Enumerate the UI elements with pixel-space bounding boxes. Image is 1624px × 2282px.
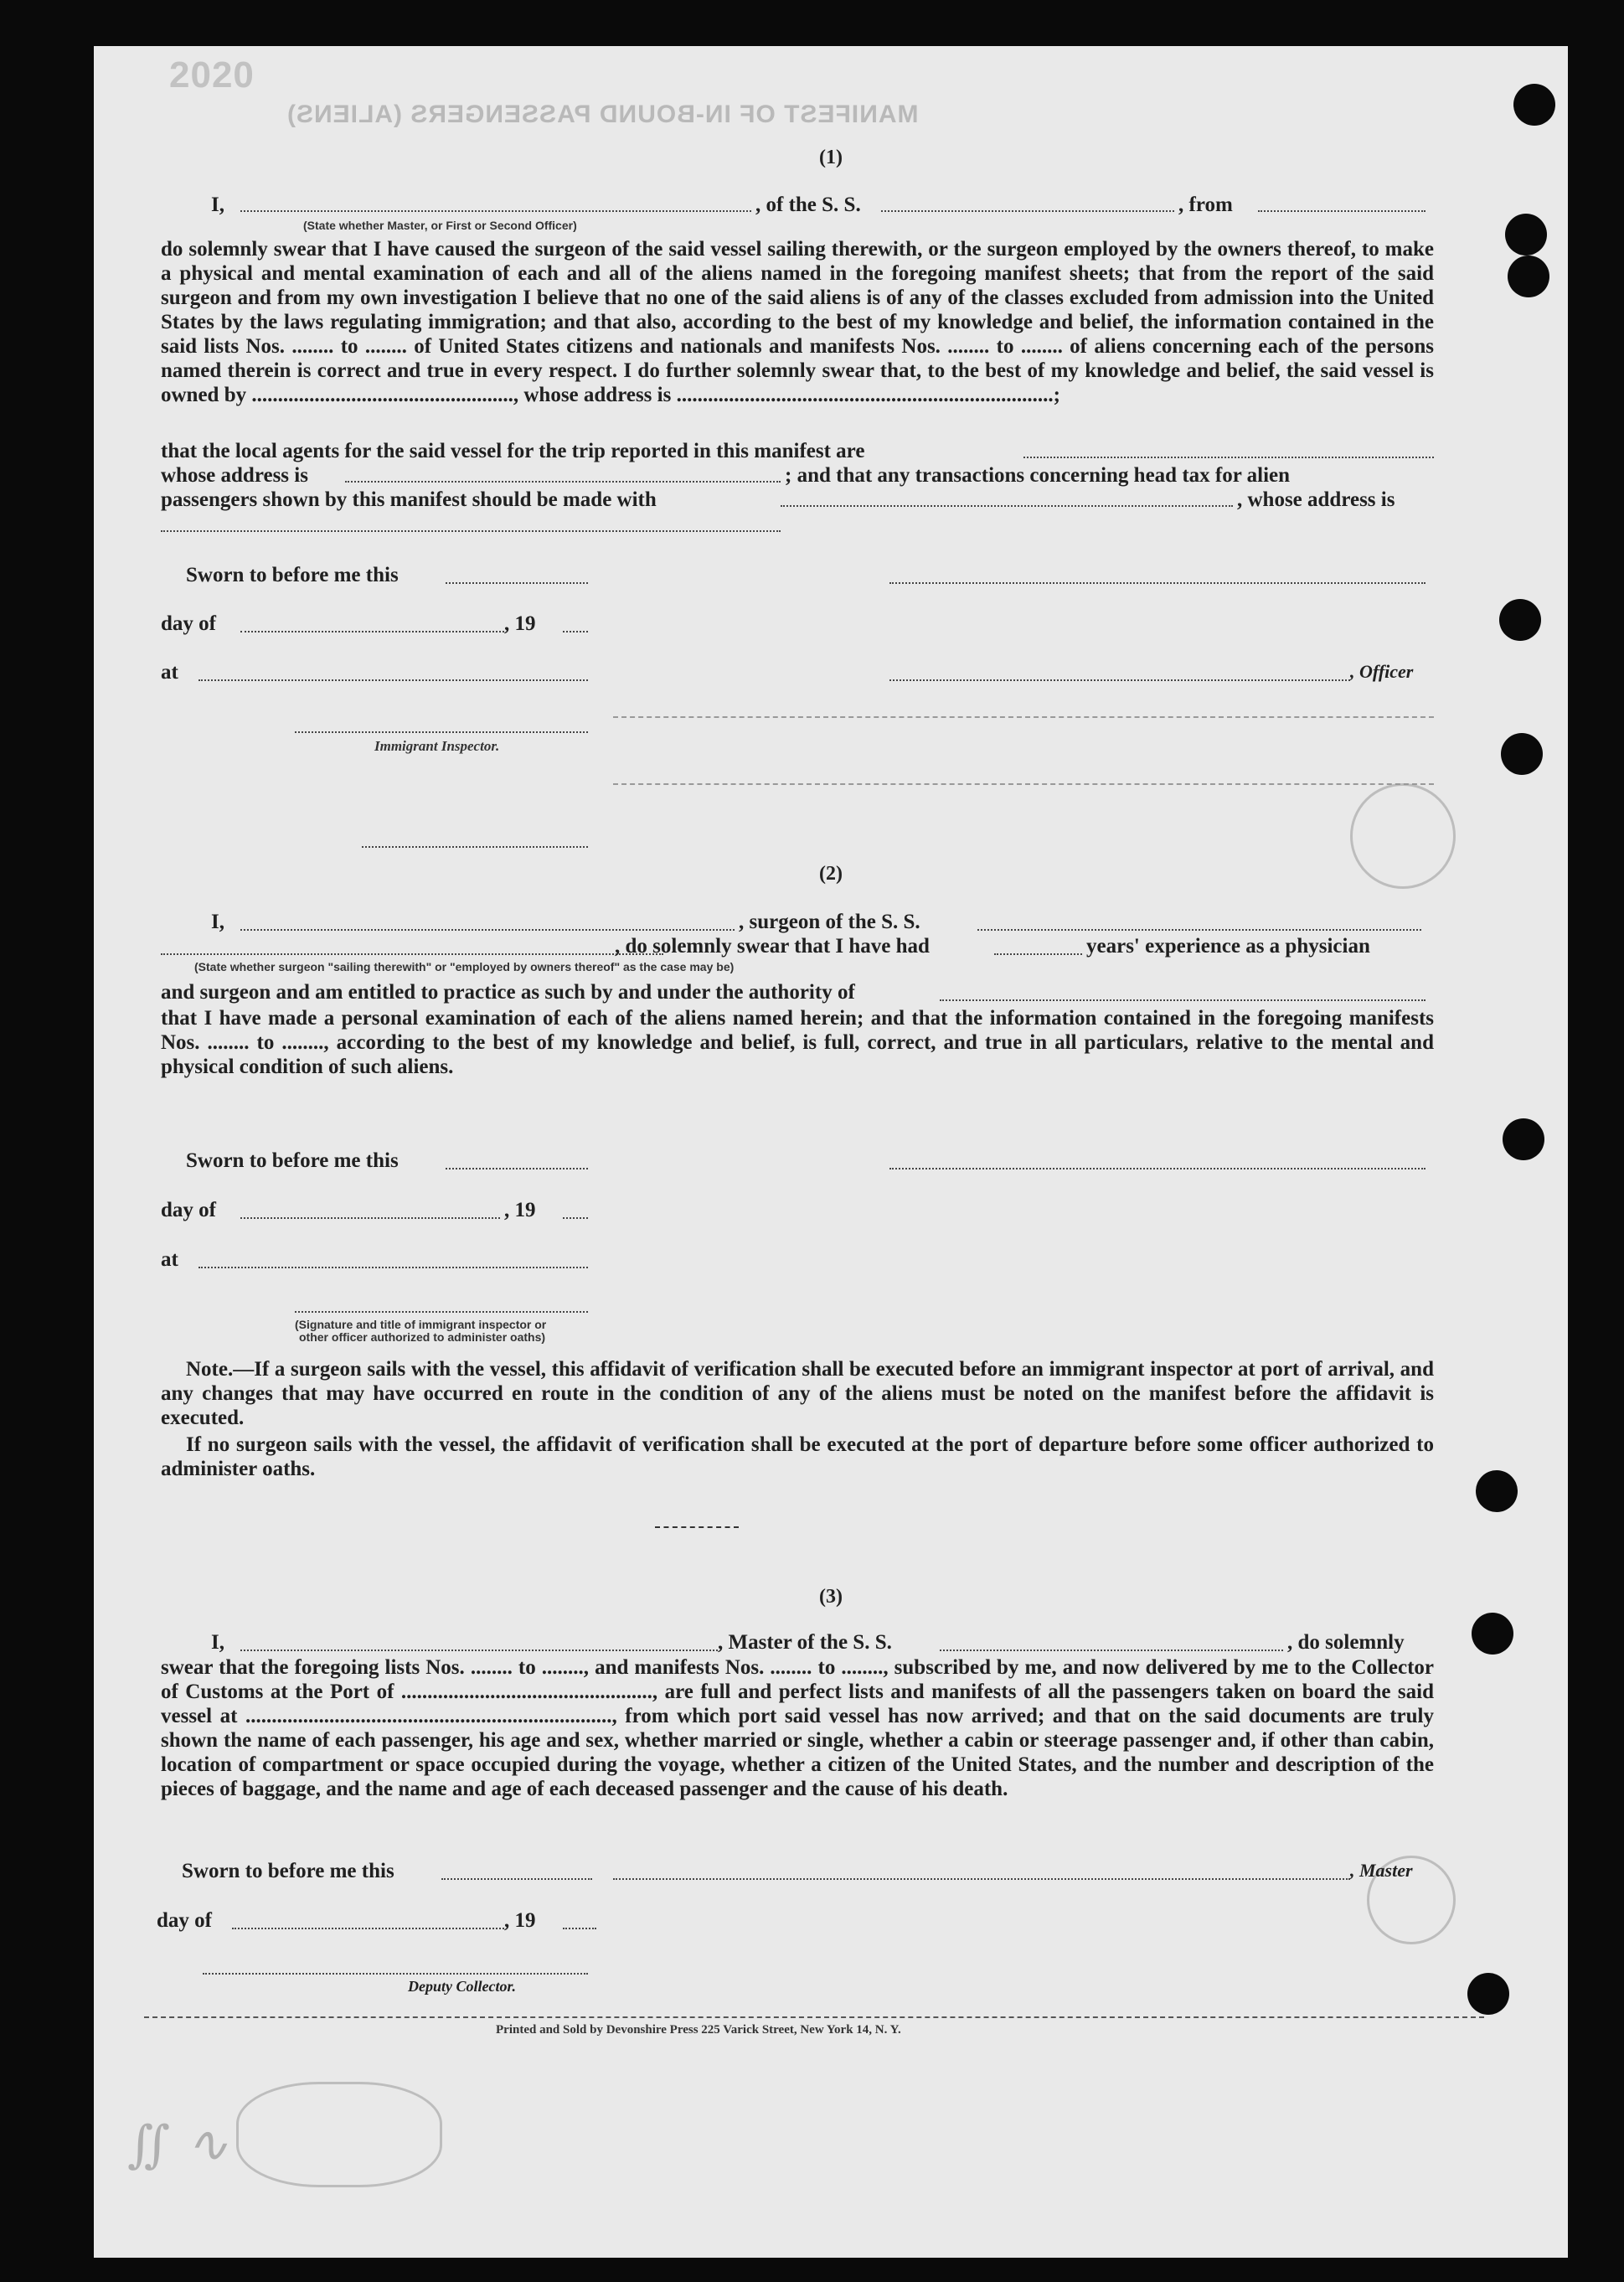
s3-year-field	[563, 1928, 596, 1929]
s2-caption: (State whether surgeon "sailing therewith" or "employed by owners thereof" as the case may be)	[194, 960, 735, 973]
s1-from: , from	[1178, 194, 1233, 216]
s1-passengers: passengers shown by this manifest should be made with	[161, 488, 657, 511]
punch-hole	[1513, 84, 1555, 126]
s1-agents-field	[1023, 457, 1434, 458]
s1-whose-address: whose address is	[161, 464, 308, 487]
s2-i: I,	[211, 911, 224, 933]
s2-at: at	[161, 1248, 178, 1271]
handwriting-ghost: ∬ ∿	[127, 2115, 229, 2174]
s3-name-field	[240, 1650, 718, 1651]
s2-signature-field	[889, 1168, 1426, 1169]
s1-caption: (State whether Master, or First or Second Officer)	[303, 219, 577, 232]
s3-collector-sign-field	[203, 1973, 588, 1975]
s2-sworn: Sworn to before me this	[186, 1149, 399, 1172]
s1-officer-field	[240, 210, 751, 212]
s2-sworn-field	[446, 1168, 588, 1169]
s2-year-field	[563, 1217, 588, 1219]
section-3-number: (3)	[819, 1586, 843, 1608]
s3-collector: Deputy Collector.	[408, 1978, 516, 1995]
s2-ss-field	[977, 929, 1421, 931]
s1-from-field	[1258, 210, 1426, 212]
s3-master-sign-field	[613, 1878, 1350, 1880]
punch-hole	[1508, 256, 1549, 297]
s2-day-field	[240, 1217, 500, 1219]
s2-line2: , do solemnly swear that I have had	[615, 935, 930, 958]
s1-at: at	[161, 661, 178, 684]
s2-sig-caption-1: (Signature and title of immigrant inspector or	[295, 1318, 547, 1331]
s2-name-field	[240, 929, 735, 931]
s2-sig-caption-2: other officer authorized to administer oaths)	[299, 1330, 546, 1344]
s1-sworn-field	[446, 582, 588, 584]
s3-ss-field	[940, 1650, 1283, 1651]
punch-hole	[1472, 1613, 1513, 1655]
s1-signature-field	[889, 582, 1426, 584]
s1-i: I,	[211, 194, 224, 216]
s1-of-ss: , of the S. S.	[755, 194, 861, 216]
s2-body1: and surgeon and am entitled to practice as such by and under the authority of	[161, 981, 855, 1004]
s1-body: do solemnly swear that I have caused the surgeon of the said vessel sailing therewith, or the surgeon employed by the owners thereof, to make a physical and mental examination of each and all of the aliens named in the foregoing manifest sheets; that from the report of the said surgeon and from my own investigation I believe that no one of the said aliens is of any of the classes excluded from admission into the United States by the laws regulating immigration; and that also, according to the best of my knowledge and belief, the information contained in the said lists Nos. ........ to ........ of United States citizens and nationals and manifests Nos. ........ to ........ of aliens concerning each of the persons named therein is correct and true in every respect. I do further solemnly swear that, to the best of my knowledge and belief, the said vessel is owned by .................................................., whose address is ........................................................................;	[161, 238, 1434, 406]
s1-at-field	[198, 679, 588, 681]
punch-hole	[1505, 214, 1547, 256]
s2-line2b: years' experience as a physician	[1086, 935, 1370, 958]
s3-master: , Master	[1350, 1860, 1413, 1881]
header-ghost-mark: 2020	[169, 54, 255, 96]
s3-line1-end: , do solemnly	[1287, 1631, 1405, 1654]
s2-line2-field	[161, 953, 663, 955]
s1-day-of: day of	[161, 612, 216, 635]
s2-inspector-sign-field	[295, 1311, 588, 1313]
note-paragraph-2: If no surgeon sails with the vessel, the affidavit of verification shall be executed at the port of departure before some officer authorized to administer oaths.	[161, 1433, 1434, 1480]
s1-inspector: Immigrant Inspector.	[374, 738, 500, 754]
s1-extra-field	[362, 846, 588, 848]
punch-hole	[1499, 599, 1541, 641]
s2-at-field	[198, 1267, 588, 1268]
s3-sworn: Sworn to before me this	[182, 1860, 394, 1882]
s1-inspector-field	[295, 731, 588, 733]
punch-hole	[1476, 1470, 1518, 1512]
s3-sworn-field	[441, 1878, 592, 1880]
s1-address-field	[345, 481, 781, 483]
s2-body2: that I have made a personal examination of each of the aliens named herein; and that the information contained in the foregoing manifests Nos. ........ to ........, according to the best of my knowledge and belief, is full, correct, and true in all particulars, relative to the mental and physical condition of such aliens.	[161, 1007, 1434, 1078]
s1-transactions: ; and that any transactions concerning head tax for alien	[785, 464, 1291, 487]
s2-year: , 19	[504, 1199, 536, 1221]
s3-day-field	[232, 1928, 504, 1929]
s1-ghost-rule	[613, 716, 1434, 718]
manifest-page	[94, 46, 1568, 2258]
s1-with-field	[781, 505, 1233, 507]
footer-printer: Printed and Sold by Devonshire Press 225 Varick Street, New York 14, N. Y.	[496, 2023, 901, 2037]
s3-master-of: , Master of the S. S.	[718, 1631, 892, 1654]
s1-agents: that the local agents for the said vessel for the trip reported in this manifest are	[161, 440, 865, 462]
s1-officer: , Officer	[1350, 661, 1414, 682]
s1-sworn: Sworn to before me this	[186, 564, 399, 586]
footer-rule	[144, 2016, 1484, 2018]
s1-ss-field	[881, 210, 1174, 212]
header-ghost-title: MANIFEST OF IN-BOUND PASSENGERS (ALIENS)	[286, 101, 919, 128]
punch-hole	[1503, 1118, 1544, 1160]
s1-year: , 19	[504, 612, 536, 635]
s3-year: , 19	[504, 1909, 536, 1932]
s3-day-of: day of	[157, 1909, 212, 1932]
s1-ghost-rule	[613, 783, 1434, 785]
s3-i: I,	[211, 1631, 224, 1654]
s1-address2-field	[161, 530, 781, 532]
s2-day-of: day of	[161, 1199, 216, 1221]
stamp-ghost	[236, 2082, 442, 2187]
punch-hole	[1467, 1973, 1509, 2015]
note-divider	[655, 1526, 739, 1528]
s1-year-field	[563, 631, 588, 632]
s1-day-field	[240, 631, 504, 632]
s2-surgeon: , surgeon of the S. S.	[739, 911, 920, 933]
section-1-number: (1)	[819, 147, 843, 168]
s3-body: swear that the foregoing lists Nos. ........ to ........, and manifests Nos. ........ to ........, subscribed by me, and now delivered by me to the Collector of Customs at the Port of ................................................, are full and perfect lists and manifests of all the passengers taken on board the said vessel at ......................................................................, from which port said vessel has now arrived; and that on the said documents are truly shown the name of each passenger, his age and sex, whether married or single, whether a cabin or steerage passenger and, if other than cabin, location of compartment or space occupied during the voyage, whether a citizen of the United States, and the number and description of the pieces of baggage, and the name and age of each deceased passenger and the cause of his death.	[161, 1656, 1434, 1800]
punch-hole	[1501, 733, 1543, 775]
note-paragraph: Note.—If a surgeon sails with the vessel, this affidavit of verification shall be executed before an immigrant inspector at port of arrival, and any changes that may have occurred en route in the condition of any of the aliens must be noted on the manifest before the affidavit is executed.	[161, 1358, 1434, 1429]
s1-officer-sign-field	[889, 679, 1350, 681]
s1-whose-address2: , whose address is	[1237, 488, 1395, 511]
s2-years-field	[994, 953, 1082, 955]
section-2-number: (2)	[819, 863, 843, 885]
s2-authority-field	[940, 999, 1426, 1001]
